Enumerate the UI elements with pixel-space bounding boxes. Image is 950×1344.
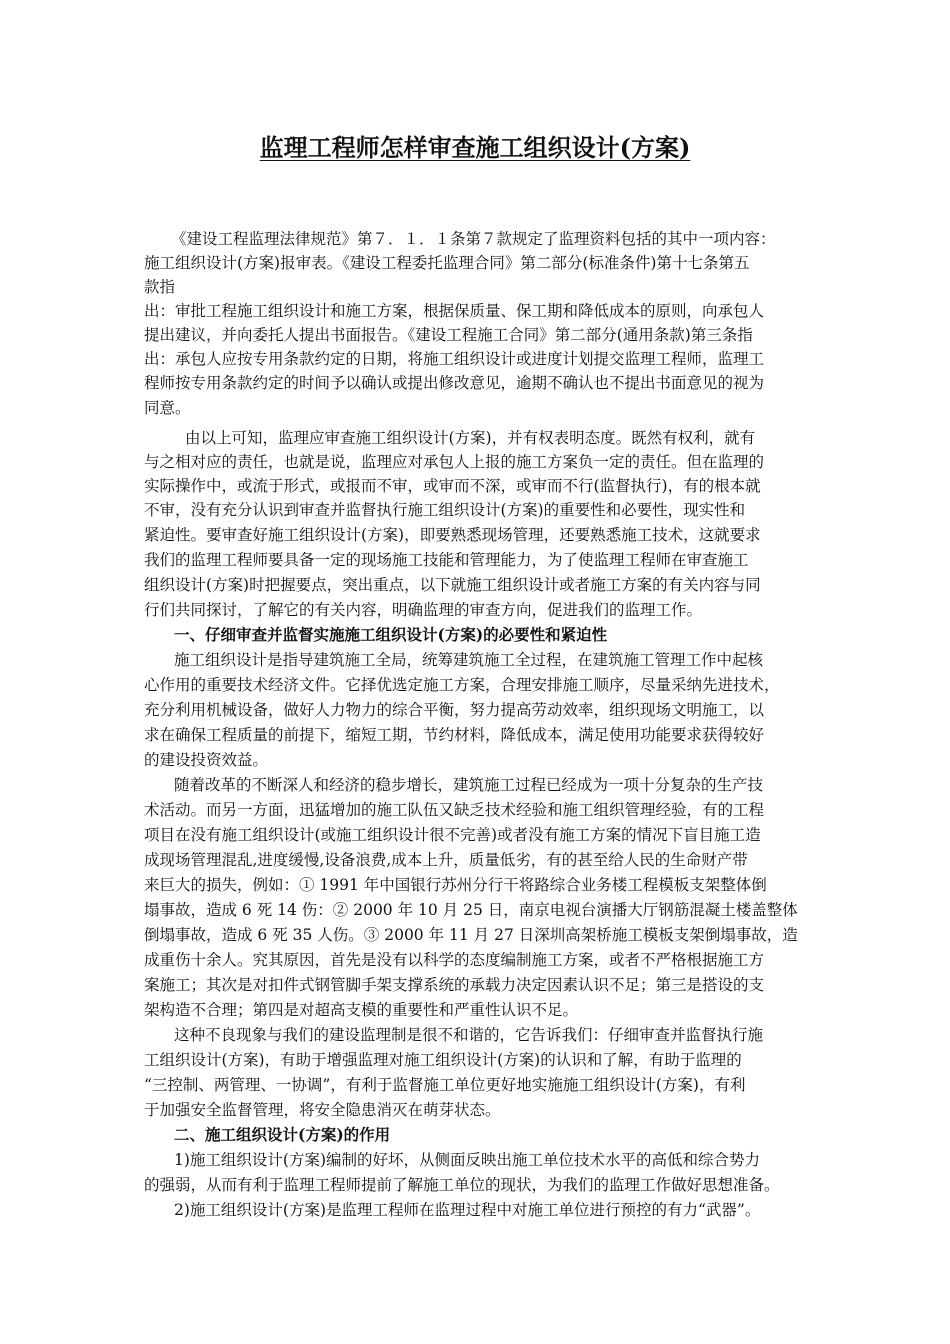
paragraph-line: 成现场管理混乱,进度缓慢,设备浪费,成本上升，质量低劣，有的甚至给人民的生命财产带	[144, 851, 748, 869]
paragraph-line: “三控制、两管理、一协调”，有利于监督施工单位更好地实施施工组织设计(方案)，有利	[144, 1076, 746, 1094]
paragraph-line: 架构造不合理；第四是对超高支模的重要性和严重性认识不足。	[144, 1001, 579, 1019]
paragraph-line: 塌事故，造成 6 死 14 伤：② 2000 年 10 月 25 日，南京电视台演播大厅钢筋混凝土楼盖整体	[144, 901, 798, 919]
paragraph-line: 随着改革的不断深人和经济的稳步增长，建筑施工过程已经成为一项十分复杂的生产技	[174, 776, 764, 794]
section-heading-2: 二、施工组织设计(方案)的作用	[174, 1125, 391, 1144]
paragraph-line: 组织设计(方案)时把握要点，突出重点，以下就施工组织设计或者施工方案的有关内容与同	[144, 576, 761, 594]
paragraph-line: 工组织设计(方案)，有助于增强监理对施工组织设计(方案)的认识和了解，有助于监理的	[144, 1051, 742, 1069]
paragraph-line: 提出建议，并向委托人提出书面报告。《建设工程施工合同》第二部分(通用条款)第三条指	[144, 326, 753, 344]
paragraph-line: 这种不良现象与我们的建设监理制是很不和谐的，它告诉我们：仔细审查并监督执行施	[174, 1026, 764, 1044]
document-title-text: 监理工程师怎样审查施工组织设计(方案)	[259, 133, 691, 162]
paragraph-line: 《建设工程监理法律规范》第７．１．１条第７款规定了监理资料包括的其中一项内容：	[171, 230, 776, 248]
paragraph-line: 的建设投资效益。	[144, 751, 269, 769]
paragraph-line: 出：审批工程施工组织设计和施工方案，根据保质量、保工期和降低成本的原则，向承包人	[144, 302, 765, 320]
paragraph-line: 来巨大的损失，例如：① 1991 年中国银行苏州分行干将路综合业务楼工程模板支架整体倒	[144, 876, 767, 894]
paragraph-line: 不审，没有充分认识到审查并监督执行施工组织设计(方案)的重要性和必要性，现实性和	[144, 501, 746, 519]
paragraph-line: 2)施工组织设计(方案)是监理工程师在监理过程中对施工单位进行预控的有力“武器”。	[174, 1201, 761, 1219]
paragraph-line: 心作用的重要技术经济文件。它择优选定施工方案，合理安排施工顺序，尽量采纳先进技术，	[144, 676, 780, 694]
paragraph-line: 程师按专用条款约定的时间予以确认或提出修改意见，逾期不确认也不提出书面意见的视为	[144, 374, 765, 392]
paragraph-line: 由以上可知，监理应审查施工组织设计(方案)，并有权表明态度。既然有权利，就有	[185, 429, 756, 447]
document-title	[0, 133, 950, 163]
paragraph-line: 成重伤十余人。究其原因，首先是没有以科学的态度编制施工方案，或者不严格根据施工方	[144, 951, 765, 969]
paragraph-line: 施工组织设计是指导建筑施工全局，统筹建筑施工全过程，在建筑施工管理工作中起核	[174, 651, 764, 669]
paragraph-line: 的强弱，从而有利于监理工程师提前了解施工单位的现状，为我们的监理工作做好思想准备。	[144, 1176, 780, 1194]
paragraph-line: 充分利用机械设备，做好人力物力的综合平衡，努力提高劳动效率，组织现场文明施工，以	[144, 701, 765, 719]
paragraph-line: 行们共同探讨，了解它的有关内容，明确监理的审查方向，促进我们的监理工作。	[144, 601, 703, 619]
paragraph-line: 术活动。而另一方面，迅猛增加的施工队伍又缺乏技术经验和施工组织管理经验，有的工程	[144, 801, 765, 819]
paragraph-line: 同意。	[144, 399, 191, 417]
paragraph-line: 我们的监理工程师要具备一定的现场施工技能和管理能力，为了使监理工程师在审查施工	[144, 551, 749, 569]
paragraph-line: 于加强安全监督管理，将安全隐患消灭在萌芽状态。	[144, 1101, 501, 1119]
paragraph-line: 出：承包人应按专用条款约定的日期，将施工组织设计或进度计划提交监理工程师，监理工	[144, 350, 765, 368]
paragraph-line: 款指	[144, 278, 176, 296]
paragraph-line: 倒塌事故，造成 6 死 35 人伤。③ 2000 年 11 月 27 日深圳高架桥施工模板支架倒塌事故，造	[144, 926, 798, 944]
paragraph-line: 案施工；其次是对扣件式钢管脚手架支撑系统的承载力决定因素认识不足；第三是搭设的支	[144, 976, 765, 994]
paragraph-line: 项目在没有施工组织设计(或施工组织设计很不完善)或者没有施工方案的情况下盲目施工造	[144, 826, 761, 844]
paragraph-line: 与之相对应的责任，也就是说，监理应对承包人上报的施工方案负一定的责任。但在监理的	[144, 453, 765, 471]
paragraph-line: 实际操作中，或流于形式，或报而不审，或审而不深，或审而不行(监督执行)，有的根本就	[144, 477, 761, 495]
paragraph-line: 紧迫性。要审查好施工组织设计(方案)，即要熟悉现场管理，还要熟悉施工技术，这就要求	[144, 526, 761, 544]
paragraph-line: 1)施工组织设计(方案)编制的好坏，从侧面反映出施工单位技术水平的高低和综合势力	[174, 1151, 761, 1169]
section-heading-1: 一、仔细审查并监督实施施工组织设计(方案)的必要性和紧迫性	[174, 625, 608, 644]
paragraph-line: 施工组织设计(方案)报审表。《建设工程委托监理合同》第二部分(标准条件)第十七条第五	[144, 254, 750, 272]
paragraph-line: 求在确保工程质量的前提下，缩短工期，节约材料，降低成本，满足使用功能要求获得较好	[144, 726, 765, 744]
